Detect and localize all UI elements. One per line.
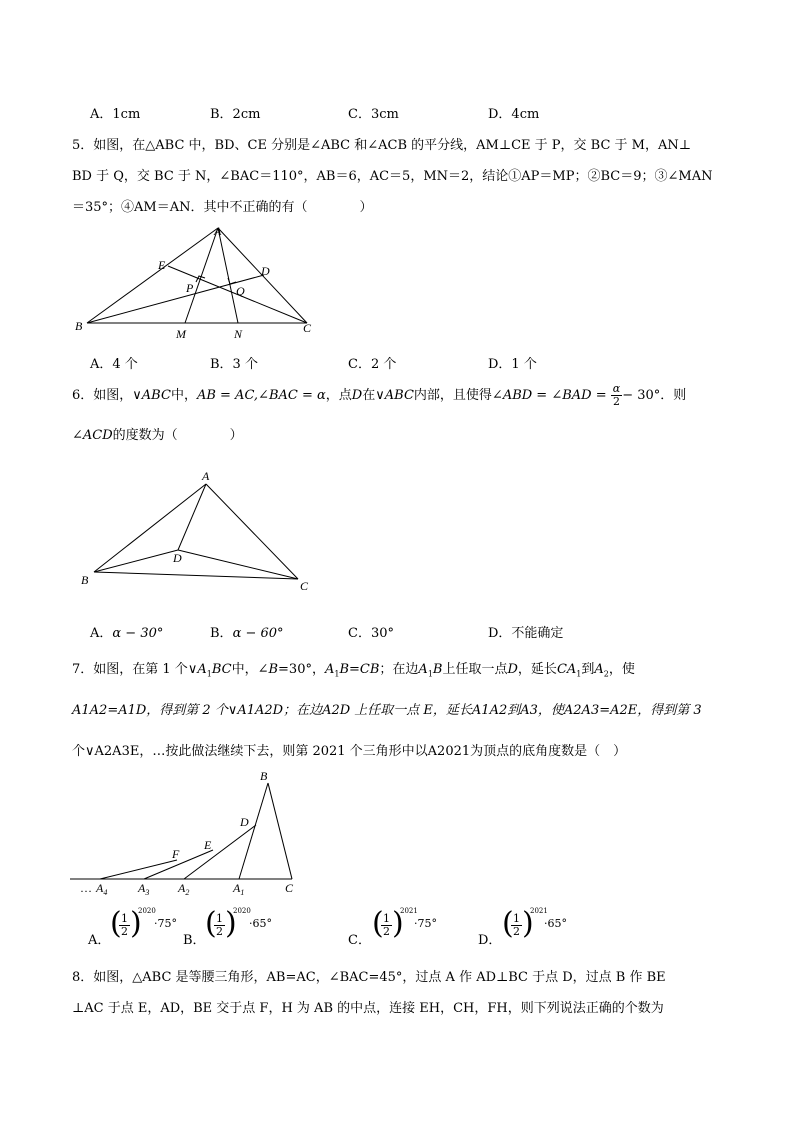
q6-label-b: B bbox=[81, 573, 89, 587]
q6-label-c: C bbox=[300, 579, 309, 593]
q5-option-b: B．3 个 bbox=[210, 357, 258, 372]
q7-label-a4: $A_4$ bbox=[96, 881, 108, 897]
q5-label-c: C bbox=[303, 321, 312, 335]
q7-label-a3: $A_3$ bbox=[138, 881, 150, 897]
q6-option-a: A．α − 30° bbox=[90, 626, 164, 641]
q5-line-2: BD 于 Q，交 BC 于 N，∠BAC＝110°，AB＝6，AC＝5，MN＝2，结论①AP＝MP；②BC＝9；③∠MAN bbox=[72, 169, 713, 184]
q6-line-1: 6．如图，∨ABC中，AB = AC,∠BAC = α，点D在∨ABC内部，且使得∠ABD = ∠BAD = $\frac{\alpha}{2}$ − 30°．则 bbox=[72, 382, 687, 408]
q5-line-bd bbox=[87, 275, 264, 323]
q6-option-d: D．不能确定 bbox=[488, 626, 564, 641]
q7-label-f: F bbox=[172, 847, 180, 861]
q5-line-3: ＝35°；④AM＝AN．其中不正确的有（ ） bbox=[72, 200, 373, 215]
q6-line-ac bbox=[206, 484, 298, 579]
q7-label-a1: $A_1$ bbox=[233, 881, 245, 897]
q5-label-n: N bbox=[234, 327, 243, 341]
q7-label-a2: $A_2$ bbox=[178, 881, 190, 897]
q4-option-b: B．2cm bbox=[210, 107, 261, 122]
q5-line-ab bbox=[87, 228, 218, 323]
q7-line-1: 7．如图，在第 1 个$\vee A_1BC$中，∠B=30°，$A_1B=CB$；在边$A_1B$上任取一点D，延长$CA_1$到$A_2$，使 bbox=[72, 662, 635, 679]
q7-label-dots: … bbox=[80, 881, 92, 895]
q5-option-d: D．1 个 bbox=[488, 357, 537, 372]
q7-label-e: E bbox=[204, 838, 212, 852]
q8-line-2: ⊥AC 于点 E，AD，BE 交于点 F，H 为 AB 的中点，连接 EH，CH，FH，则下列说法正确的个数为 bbox=[72, 1001, 664, 1016]
q5-label-a: A bbox=[214, 224, 222, 238]
q7-label-d: D bbox=[240, 815, 249, 829]
q6-line-2: ∠ACD的度数为（ ） bbox=[72, 428, 243, 443]
q6-fraction: $\frac{\alpha}{2}$ bbox=[612, 382, 621, 408]
q6-figure bbox=[72, 462, 322, 597]
q5-option-c: C．2 个 bbox=[348, 357, 397, 372]
q6-line-bc bbox=[94, 572, 298, 579]
q5-option-a: A．4 个 bbox=[90, 357, 138, 372]
q6-line-ab bbox=[94, 484, 206, 572]
q7-line-2: A1A2=A1D，得到第 2 个∨A1A2D；在边A2D 上任取一点 E，延长A1A2到A3，使A2A3=A2E，得到第 3 bbox=[72, 703, 702, 718]
q4-option-a: A．1cm bbox=[90, 107, 141, 122]
q5-label-e: E bbox=[158, 258, 166, 272]
q5-label-q: Q bbox=[236, 284, 245, 298]
q5-label-p: P bbox=[186, 281, 194, 295]
q7-line-a1b bbox=[239, 783, 268, 879]
q7-line-3: 个∨A2A3E，…按此做法继续下去，则第 2021 个三角形中以A2021为顶点的底角度数是（ ） bbox=[72, 744, 627, 759]
q7-figure bbox=[70, 766, 310, 898]
q6-line-cd bbox=[178, 550, 298, 579]
q6-line-bd bbox=[94, 550, 178, 572]
q6-label-a: A bbox=[202, 469, 210, 483]
q6-label-d: D bbox=[173, 551, 182, 565]
q5-figure bbox=[70, 222, 330, 347]
q8-line-1: 8．如图，△ABC 是等腰三角形，AB=AC，∠BAC=45°，过点 A 作 AD⊥BC 于点 D，过点 B 作 BE bbox=[72, 970, 666, 985]
q5-line-1: 5．如图，在△ABC 中，BD、CE 分别是∠ABC 和∠ACB 的平分线，AM⊥CE 于 P，交 BC 于 M，AN⊥ bbox=[72, 138, 691, 153]
q7-label-c: C bbox=[285, 881, 294, 895]
q7-line-a2d bbox=[184, 825, 256, 879]
q5-line-an bbox=[218, 228, 238, 323]
q7-line-bc bbox=[268, 783, 292, 879]
q6-option-b: B．α − 60° bbox=[210, 626, 284, 641]
q5-label-m: M bbox=[176, 327, 186, 341]
q7-label-b: B bbox=[260, 769, 268, 783]
q4-option-d: D．4cm bbox=[488, 107, 540, 122]
q5-label-b: B bbox=[75, 319, 83, 333]
q6-option-c: C．30° bbox=[348, 626, 394, 641]
q5-label-d: D bbox=[261, 264, 270, 278]
q6-line-ad bbox=[178, 484, 206, 550]
q4-option-c: C．3cm bbox=[348, 107, 399, 122]
